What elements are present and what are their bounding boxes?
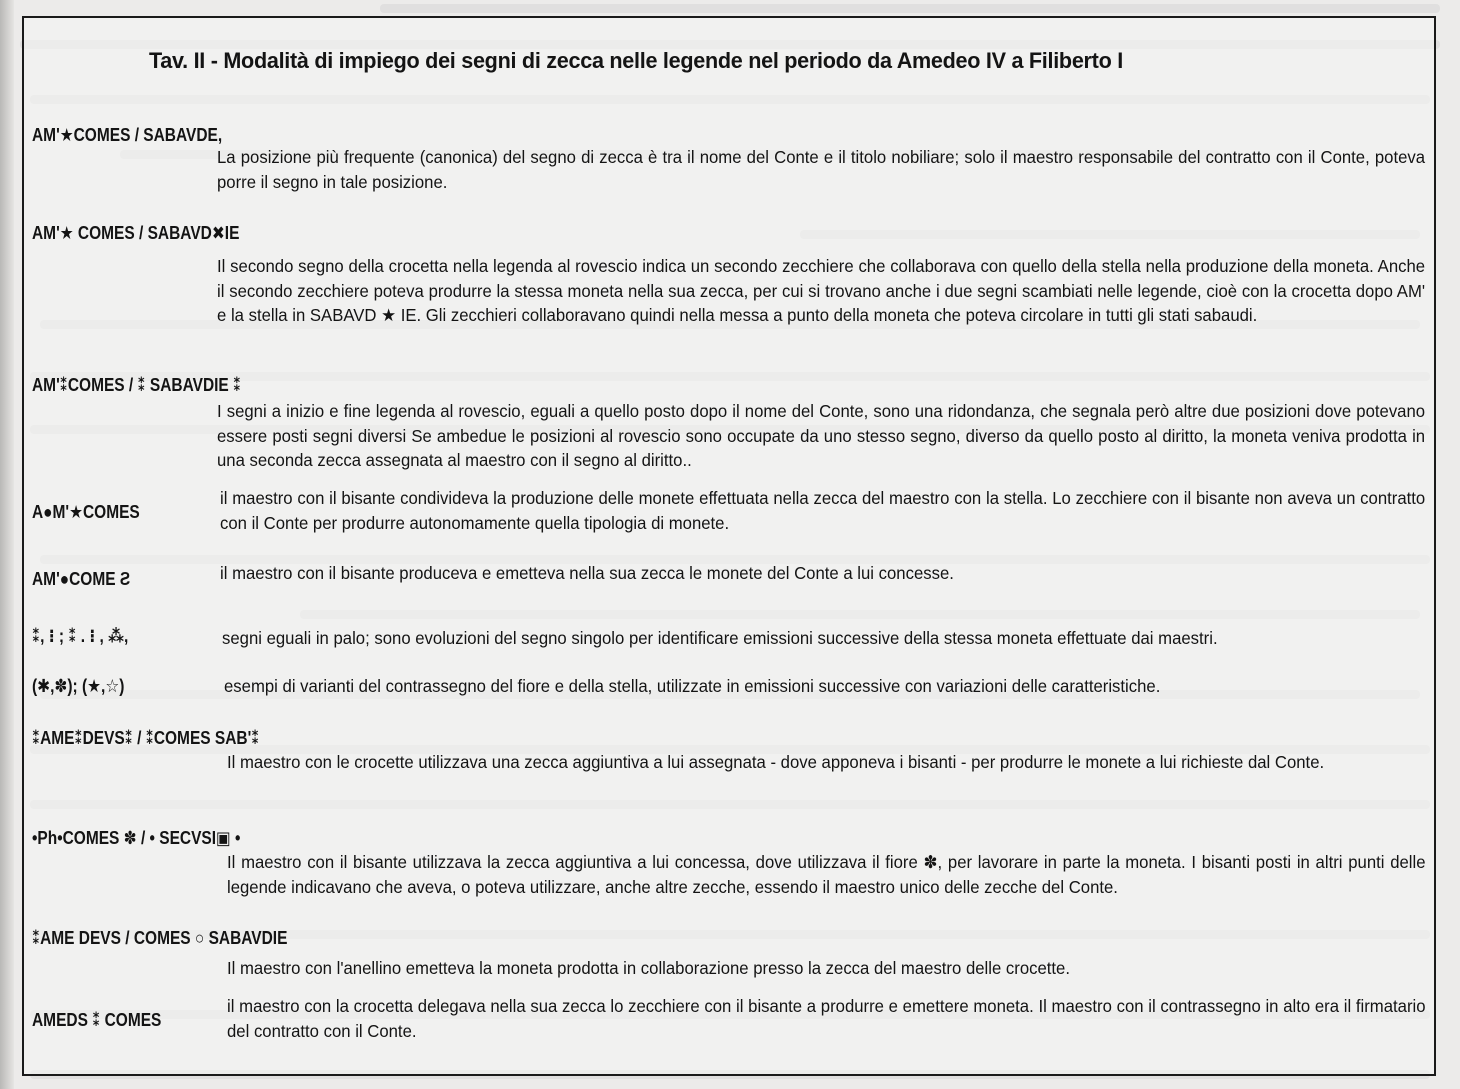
legend-explanation: La posizione più frequente (canonica) del segno di zecca è tra il nome del Conte e il titolo nobiliare; solo il maestro responsabile del contratto con il Conte, poteva porre il segno in tale posizione. — [217, 147, 1426, 192]
legend-explanation: esempi di varianti del contrassegno del fiore e della stella, utilizzate in emissioni successive con variazioni delle caratteristiche. — [224, 676, 1161, 696]
legend-inscription: AM'★COMES / SABAVDE, — [32, 125, 223, 145]
legend-inscription: ⁑, ⁝ ; ⁑ . ⁝ , ⁂, — [32, 626, 129, 646]
legend-explanation: I segni a inizio e fine legenda al rovescio, eguali a quello posto dopo il nome del Conte, sono una ridondanza, che segnala però altre due posizioni dove potevano essere posti segni diversi Se ambedue le posizioni al rovescio sono occupate da uno stesso segno, diverso da quello posto al diritto, la moneta veniva prodotta in una seconda zecca assegnata al maestro con il segno al diritto.. — [217, 401, 1426, 471]
legend-explanation: Il maestro con le crocette utilizzava una zecca aggiuntiva a lui assegnata - dove apponeva i bisanti - per produrre le monete a lui richieste dal Conte. — [227, 752, 1325, 772]
table-title: Tav. II - Modalità di impiego dei segni di zecca nelle legende nel periodo da Amedeo IV a Filiberto I — [149, 48, 1123, 73]
legend-inscription: •Ph•COMES ✽ / • SECVSI▣ • — [32, 828, 241, 848]
legend-explanation: il maestro con il bisante condivideva la produzione delle monete effettuata nella zecca del maestro con la stella. Lo zecchiere con il bisante non aveva un contratto con il Conte per produrre autonomamente quella tipologia di monete. — [220, 488, 1426, 533]
legend-inscription: AMEDS ⁑ COMES — [32, 1010, 162, 1030]
legend-explanation: il maestro con il bisante produceva e emetteva nella sua zecca le monete del Conte a lui concesse. — [220, 563, 954, 583]
page-gutter-shadow — [0, 0, 14, 1089]
legend-inscription: AM'⁑COMES / ⁑ SABAVDIE ⁑ — [32, 375, 242, 395]
table-frame — [22, 16, 1436, 1076]
legend-explanation: Il maestro con il bisante utilizzava la zecca aggiuntiva a lui concessa, dove utilizzava il fiore ✽, per lavorare in parte la moneta. I bisanti posti in altri punti delle legende indicavano che aveva, o poteva utilizzare, anche altre zecche, essendo il maestro unico delle zecche del Conte. — [227, 852, 1426, 897]
legend-inscription: A●M'★COMES — [32, 502, 140, 522]
legend-inscription: ⁑AME⁑DEVS⁑ / ⁑COMES SAB'⁑ — [32, 728, 260, 748]
legend-explanation: il maestro con la crocetta delegava nella sua zecca lo zecchiere con il bisante a produrre e emettere moneta. Il maestro con il contrassegno in alto era il firmatario del contratto con il Conte. — [227, 996, 1426, 1041]
legend-explanation: Il maestro con l'anellino emetteva la moneta prodotta in collaborazione presso la zecca del maestro delle crocette. — [227, 958, 1070, 978]
legend-inscription: (✱,✽); (★,☆) — [32, 676, 125, 696]
legend-explanation: Il secondo segno della crocetta nella legenda al rovescio indica un secondo zecchiere che collaborava con quello della stella nella produzione della moneta. Anche il secondo zecchiere poteva produrre la stessa moneta nella sua zecca, per cui si trovano anche i due segni scambiati nelle legende, cioè con la crocetta dopo AM' e la stella in SABAVD ★ IE. Gli zecchieri collaboravano quindi nella messa a punto della moneta che poteva circolare in tutti gli stati sabaudi. — [217, 256, 1426, 326]
legend-inscription: ⁑AME DEVS / COMES ○ SABAVDIE — [32, 928, 288, 948]
legend-explanation: segni eguali in palo; sono evoluzioni del segno singolo per identificare emissioni successive della stessa moneta effettuate dai maestri. — [222, 628, 1218, 648]
legend-inscription: AM'●COME Ƨ — [32, 569, 131, 589]
legend-inscription: AM'★ COMES / SABAVD✖IE — [32, 223, 240, 243]
